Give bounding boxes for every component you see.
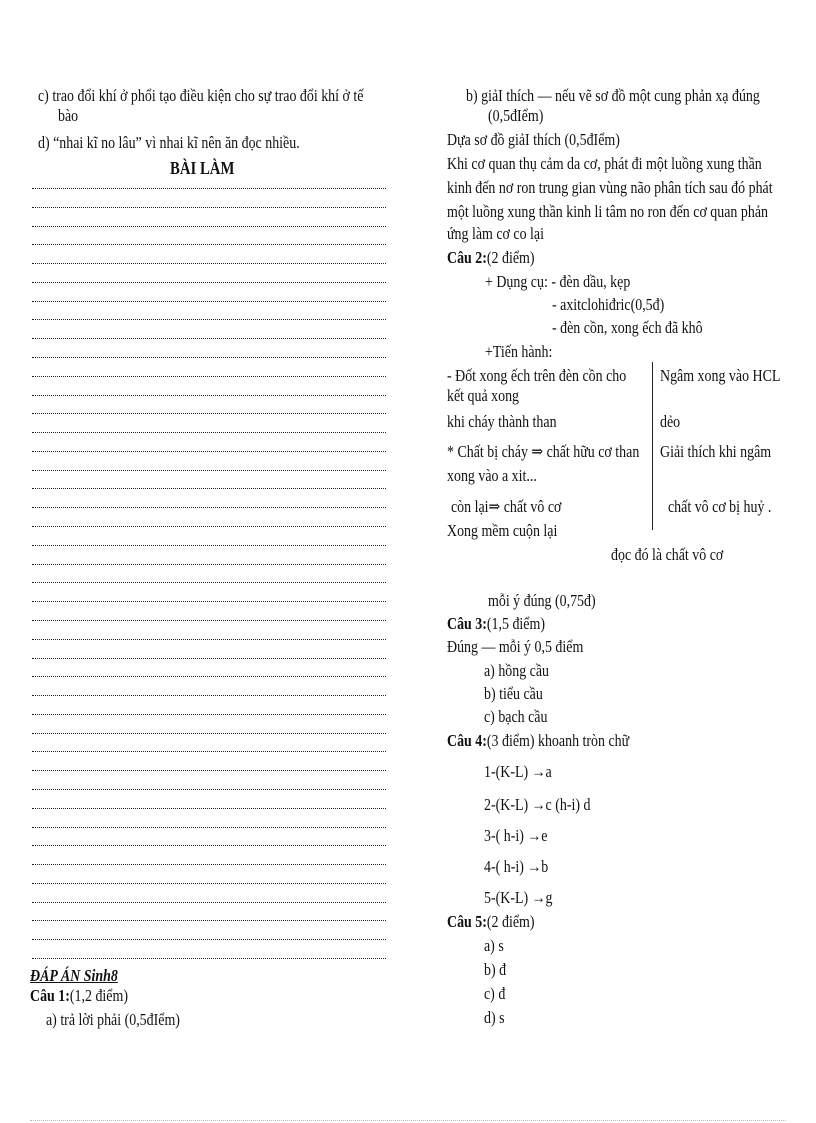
table-right-1: Ngâm xong vào HCL — [660, 366, 781, 385]
dotted-answer-line — [32, 695, 386, 696]
dotted-answer-line — [32, 770, 386, 771]
table-right-3: dẻo — [660, 412, 681, 431]
dotted-answer-line — [32, 507, 386, 508]
left-item-c-line1: c) trao đổi khí ở phổi tạo điều kiện cho sự trao đổi khí ở tế — [38, 86, 364, 105]
dotted-answer-line — [32, 376, 386, 377]
dotted-answer-line — [32, 658, 386, 659]
q2-tools-1: + Dụng cụ: - đèn dầu, kẹp — [485, 272, 631, 291]
dotted-answer-line — [32, 432, 386, 433]
dotted-answer-line — [32, 357, 386, 358]
table-conclusion: đọc đó là chất vô cơ — [611, 545, 724, 564]
table-left-5: xong vào a xit... — [447, 466, 537, 485]
arrow-icon: → — [531, 795, 546, 814]
dotted-answer-line — [32, 639, 386, 640]
left-item-d: d) “nhai kĩ no lâu” vì nhai kĩ nên ăn đọc nhiều. — [38, 133, 300, 152]
left-item-c-line2: bào — [58, 106, 79, 125]
explain-line4: ứng làm cơ co lại — [447, 224, 544, 243]
q2-tools-3: - đèn cồn, xong ếch đã khô — [552, 318, 703, 337]
dotted-answer-line — [32, 226, 386, 227]
dotted-answer-line — [32, 827, 386, 828]
dotted-answer-line — [32, 958, 386, 959]
dotted-answer-line — [32, 733, 386, 734]
dotted-answer-line — [32, 751, 386, 752]
q5-heading: Câu 5:(2 điểm) — [447, 912, 535, 931]
q5-answer-a: a) s — [484, 936, 504, 955]
q4-item: 2-(K-L) →c (h-i) d — [484, 795, 591, 814]
table-divider — [652, 362, 653, 530]
q3-intro: Đúng — mỗi ý 0,5 điểm — [447, 637, 584, 656]
explain-line1: Khi cơ quan thụ cảm da cơ, phát đi một luồng xung thần — [447, 154, 762, 173]
dotted-answer-line — [32, 526, 386, 527]
dotted-answer-line — [32, 282, 386, 283]
table-left-3: khi cháy thành than — [447, 412, 557, 431]
table-left-6: còn lại⇒ chất vô cơ — [451, 497, 562, 516]
q3-heading: Câu 3:(1,5 điểm) — [447, 614, 545, 633]
q1-b-line1: b) giảI thích — nếu vẽ sơ đồ một cung phản xạ đúng — [466, 86, 760, 105]
q2-heading: Câu 2:(2 điểm) — [447, 248, 535, 267]
table-left-4: * Chất bị cháy ⇒ chất hữu cơ than — [447, 442, 640, 461]
dotted-answer-line — [32, 301, 386, 302]
q5-answer-b: b) đ — [484, 960, 507, 979]
q2-tools-2: - axitclohiđric(0,5đ) — [552, 295, 665, 314]
dotted-answer-line — [32, 470, 386, 471]
arrow-icon: → — [531, 888, 546, 907]
q4-item: 5-(K-L) →g — [484, 888, 553, 907]
arrow-icon: → — [531, 762, 546, 781]
answer-title: ĐÁP ÁN Sinh8 — [30, 966, 118, 985]
q1-heading: Câu 1:(1,2 điểm) — [30, 986, 128, 1005]
table-right-6: chất vô cơ bị huỷ . — [668, 497, 772, 516]
dotted-answer-line — [32, 564, 386, 565]
table-left-7: Xong mềm cuộn lại — [447, 521, 558, 540]
table-left-2: kết quả xong — [447, 386, 520, 405]
q2-procedure: +Tiến hành: — [485, 342, 553, 361]
dotted-answer-line — [32, 902, 386, 903]
work-heading: BÀI LÀM — [170, 158, 235, 178]
arrow-icon: → — [527, 826, 542, 845]
dotted-answer-line — [32, 676, 386, 677]
q4-item: 4-( h-i) →b — [484, 857, 549, 876]
table-right-4: Giải thích khi ngâm — [660, 442, 772, 461]
dotted-answer-line — [32, 395, 386, 396]
q5-answer-d: d) s — [484, 1008, 505, 1027]
dotted-answer-line — [32, 451, 386, 452]
dotted-answer-line — [32, 244, 386, 245]
dotted-answer-line — [32, 620, 386, 621]
dotted-answer-line — [32, 920, 386, 921]
dotted-answer-line — [32, 488, 386, 489]
q4-item: 1-(K-L) →a — [484, 762, 552, 781]
implies-icon: ⇒ — [531, 442, 544, 461]
footer-dotted-rule — [30, 1120, 786, 1121]
dotted-answer-line — [32, 188, 386, 189]
implies-icon: ⇒ — [488, 497, 501, 516]
arrow-icon: → — [527, 857, 542, 876]
q1-answer-a: a) trả lời phải (0,5đIểm) — [46, 1010, 180, 1029]
q3-answer-a: a) hồng cầu — [484, 661, 550, 680]
q4-heading: Câu 4:(3 điểm) khoanh tròn chữ — [447, 731, 630, 750]
dotted-answer-line — [32, 845, 386, 846]
dotted-answer-line — [32, 319, 386, 320]
dotted-answer-line — [32, 601, 386, 602]
each-point-note: mỗi ý đúng (0,75đ) — [488, 591, 596, 610]
dotted-answer-line — [32, 789, 386, 790]
q3-answer-b: b) tiểu cầu — [484, 684, 543, 703]
dotted-answer-line — [32, 338, 386, 339]
q5-answer-c: c) đ — [484, 984, 506, 1003]
dotted-answer-line — [32, 582, 386, 583]
table-left-1: - Đốt xong ếch trên đèn cồn cho — [447, 366, 627, 385]
q1-b-line2: (0,5đIểm) — [488, 106, 544, 125]
dotted-answer-line — [32, 864, 386, 865]
explain-intro: Dựa sơ đồ giảI thích (0,5đIểm) — [447, 130, 620, 149]
q4-item: 3-( h-i) →e — [484, 826, 548, 845]
dotted-answer-line — [32, 413, 386, 414]
dotted-answer-line — [32, 263, 386, 264]
dotted-answer-line — [32, 939, 386, 940]
explain-line2: kinh đến nơ ron trung gian vùng não phân tích sau đó phát — [447, 178, 773, 197]
dotted-answer-line — [32, 714, 386, 715]
dotted-answer-line — [32, 883, 386, 884]
explain-line3: một luồng xung thần kinh li tâm no ron đến cơ quan phản — [447, 202, 768, 221]
dotted-answer-line — [32, 207, 386, 208]
dotted-answer-line — [32, 545, 386, 546]
q3-answer-c: c) bạch cầu — [484, 707, 548, 726]
dotted-answer-line — [32, 808, 386, 809]
